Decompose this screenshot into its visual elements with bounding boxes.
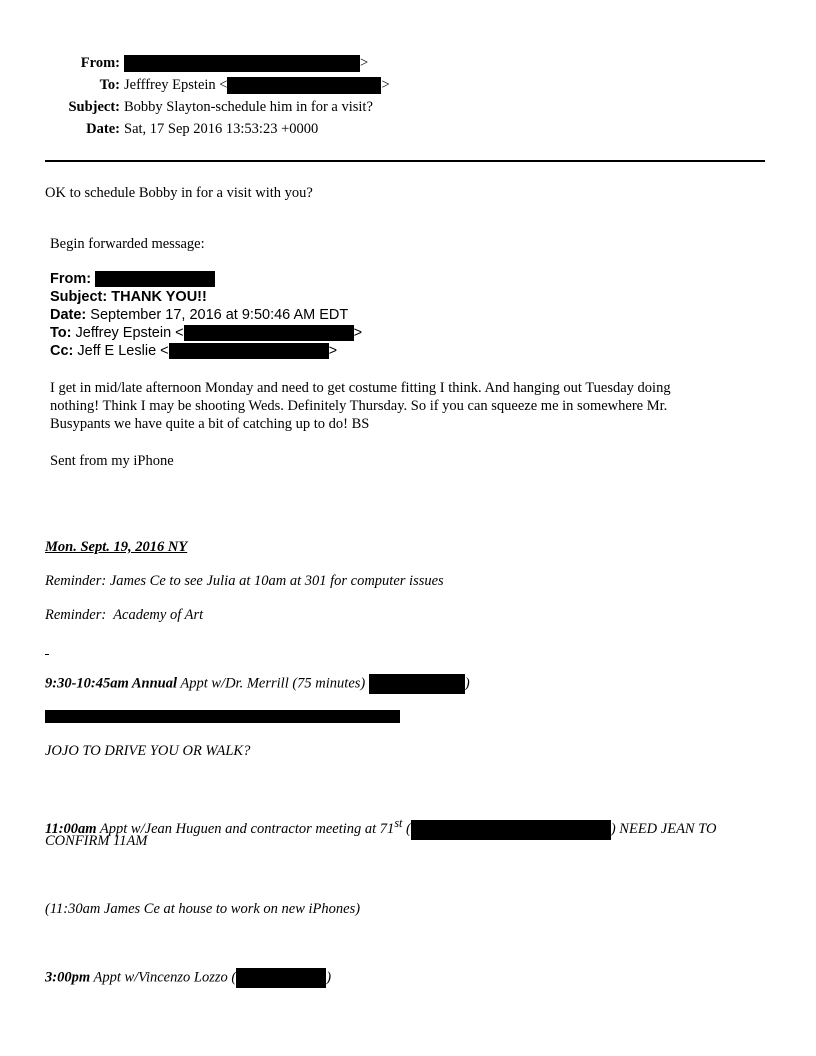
fwd-date-label: Date:: [50, 307, 87, 323]
jojo-note: JOJO TO DRIVE YOU OR WALK?: [45, 743, 251, 759]
date-value: Sat, 17 Sep 2016 13:53:23 +0000: [124, 121, 319, 137]
appt-4: 3:00pm Appt w/Vincenzo Lozzo ( ): [45, 968, 331, 988]
appt-4-text: Appt w/Vincenzo Lozzo (: [90, 969, 237, 986]
fwd-subject-value: THANK YOU!!: [111, 289, 207, 305]
appt-2: 11:00am Appt w/Jean Huguen and contractor meeting at 71st ( ) NEED JEAN TO: [45, 814, 717, 840]
redaction-block: [95, 271, 215, 287]
fwd-to-value: Jeffrey Epstein <: [75, 325, 184, 341]
fwd-from-label: From:: [50, 271, 92, 287]
appt-2-line-2: CONFIRM 11AM: [45, 833, 148, 849]
redaction-block: [169, 343, 329, 359]
message-line-2: nothing! Think I may be shooting Weds. Definitely Thursday. So if you can squeeze me in somewhere Mr.: [50, 398, 668, 414]
small-underline-mark: [45, 654, 49, 655]
appt-3: (11:30am James Ce at house to work on new iPhones): [45, 901, 361, 917]
reminder-1: Reminder: James Ce to see Julia at 10am at 301 for computer issues: [45, 573, 444, 589]
fwd-subject-label: Subject:: [50, 289, 108, 305]
appt-1-time: 9:30-10:45am Annual: [45, 675, 177, 692]
appt-2-time: 11:00am: [45, 820, 97, 837]
fwd-subject-row: [50, 288, 207, 306]
fwd-to-row: To: Jeffrey Epstein < >: [50, 325, 363, 341]
redaction-block: [227, 77, 381, 94]
redaction-block: [236, 968, 326, 988]
schedule-date-heading: Mon. Sept. 19, 2016 NY: [45, 539, 188, 555]
from-value: >: [124, 54, 368, 72]
fwd-date-value: September 17, 2016 at 9:50:46 AM EDT: [90, 307, 349, 323]
date-label: Date:: [86, 121, 120, 137]
redaction-block: [184, 325, 354, 341]
signature: Sent from my iPhone: [50, 453, 174, 469]
fwd-cc-value: Jeff E Leslie <: [77, 343, 169, 359]
fwd-cc-label: Cc:: [50, 343, 74, 359]
from-label: From:: [80, 55, 120, 71]
redaction-block: [45, 710, 400, 723]
to-value: Jefffrey Epstein < >: [124, 77, 390, 93]
forwarded-heading: Begin forwarded message:: [50, 236, 205, 252]
message-line-3: Busypants we have quite a bit of catching up to do! BS: [50, 416, 370, 432]
appt-4-time: 3:00pm: [45, 969, 91, 986]
subject-label: Subject:: [68, 99, 120, 115]
appt-1-text: Appt w/Dr. Merrill (75 minutes): [177, 675, 369, 692]
appt-1: 9:30-10:45am Annual Appt w/Dr. Merrill (75 minutes) ): [45, 674, 470, 694]
appt-2-text: Appt w/Jean Huguen and contractor meeting at 71: [96, 820, 395, 837]
fwd-date-row: [50, 306, 348, 324]
fwd-to-label: To:: [50, 325, 72, 341]
header-divider: [45, 160, 765, 162]
to-label: To:: [99, 77, 120, 93]
message-line-1: I get in mid/late afternoon Monday and need to get costume fitting I think. And hanging out Tuesday doing: [50, 380, 671, 396]
reminder-2: Reminder: Academy of Art: [45, 607, 204, 623]
redaction-block: [124, 55, 360, 72]
fwd-cc-row: Cc: Jeff E Leslie < >: [50, 343, 338, 359]
subject-value: Bobby Slayton-schedule him in for a visit?: [124, 99, 373, 115]
fwd-from-row: [50, 270, 215, 288]
redaction-block: [369, 674, 465, 694]
appt-2-sup: st: [394, 816, 403, 830]
redaction-block: [411, 820, 611, 840]
intro-text: OK to schedule Bobby in for a visit with you?: [45, 185, 313, 201]
